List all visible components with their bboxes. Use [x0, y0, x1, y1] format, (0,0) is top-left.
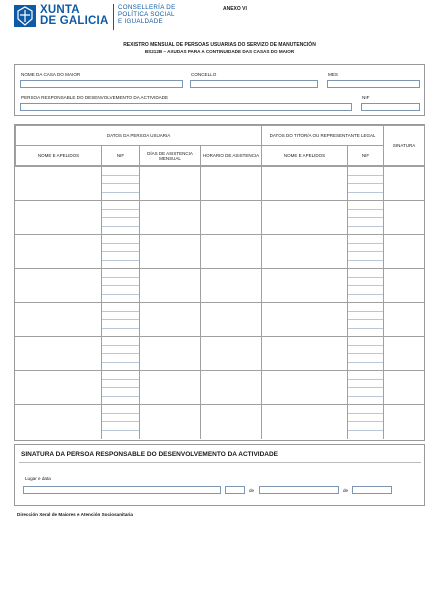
- cell-line: [348, 176, 383, 185]
- signature-cell[interactable]: [383, 303, 424, 337]
- schedule-cell[interactable]: [200, 371, 261, 405]
- group-tutor-header: DATOS DO TITOR/A OU REPRESENTANTE LEGAL: [262, 126, 384, 146]
- days-cell[interactable]: [139, 303, 200, 337]
- tutor-nif-cell[interactable]: [347, 235, 383, 269]
- footer-department: Dirección Xeral de Maiores e Atención Sociosanitaria: [17, 512, 133, 517]
- cell-line: [102, 252, 139, 261]
- cell-line: [348, 269, 383, 278]
- month-date-field[interactable]: [259, 486, 339, 494]
- cell-line: [102, 176, 139, 185]
- tutor-nif-cell[interactable]: [347, 337, 383, 371]
- cell-line: [102, 278, 139, 287]
- tutor-name-cell[interactable]: [261, 269, 347, 303]
- cell-line: [102, 167, 139, 176]
- cell-line: [348, 167, 383, 176]
- nif-cell[interactable]: [101, 201, 139, 235]
- cell-line: [102, 346, 139, 355]
- logo-text: [40, 5, 108, 27]
- schedule-cell[interactable]: [200, 337, 261, 371]
- cell-line: [348, 244, 383, 253]
- days-cell[interactable]: [139, 337, 200, 371]
- document-title: REXISTRO MENSUAL DE PERSOAS USUARIAS DO SERVIZO DE MANUTENCIÓN: [123, 42, 316, 48]
- days-cell[interactable]: [139, 235, 200, 269]
- de-label-2: de: [343, 488, 349, 493]
- house-name-field[interactable]: [20, 80, 183, 88]
- nif-cell[interactable]: [101, 167, 139, 201]
- cell-line: [102, 303, 139, 312]
- table-row: [15, 404, 424, 438]
- tutor-nif-cell[interactable]: [347, 303, 383, 337]
- name-column-header: NOME E APELIDOS: [16, 146, 102, 166]
- name-cell[interactable]: [15, 371, 101, 405]
- nif-field[interactable]: [361, 103, 420, 111]
- cell-line: [348, 252, 383, 261]
- cell-line: [348, 303, 383, 312]
- cell-line: [102, 269, 139, 278]
- cell-line: [102, 371, 139, 380]
- council-field[interactable]: [190, 80, 318, 88]
- schedule-cell[interactable]: [200, 405, 261, 439]
- cell-line: [348, 210, 383, 219]
- cell-line: [102, 405, 139, 414]
- tutor-nif-cell[interactable]: [347, 167, 383, 201]
- conselleria-line-2: POLÍTICA SOCIAL: [118, 11, 175, 19]
- de-label-1: de: [249, 488, 255, 493]
- table-row: [15, 370, 424, 404]
- tutor-name-cell[interactable]: [261, 405, 347, 439]
- days-cell[interactable]: [139, 405, 200, 439]
- nif-cell[interactable]: [101, 337, 139, 371]
- conselleria-name: [118, 4, 176, 26]
- cell-line: [102, 312, 139, 321]
- signature-cell[interactable]: [383, 167, 424, 201]
- cell-line: [348, 346, 383, 355]
- tutor-name-cell[interactable]: [261, 371, 347, 405]
- name-cell[interactable]: [15, 405, 101, 439]
- signature-cell[interactable]: [383, 337, 424, 371]
- cell-line: [102, 422, 139, 431]
- cell-line: [348, 354, 383, 363]
- signature-cell[interactable]: [383, 371, 424, 405]
- cell-line: [348, 278, 383, 287]
- day-field[interactable]: [225, 486, 245, 494]
- logo-line-2: DE GALICIA: [40, 15, 109, 27]
- cell-line: [102, 286, 139, 295]
- cell-line: [102, 210, 139, 219]
- days-cell[interactable]: [139, 371, 200, 405]
- nif-label: NIF: [362, 95, 370, 100]
- signature-divider: [19, 462, 421, 463]
- cell-line: [102, 184, 139, 193]
- cell-line: [102, 337, 139, 346]
- cell-line: [348, 405, 383, 414]
- name-cell[interactable]: [15, 167, 101, 201]
- tutor-name-cell[interactable]: [261, 201, 347, 235]
- month-field[interactable]: [327, 80, 420, 88]
- schedule-cell[interactable]: [200, 303, 261, 337]
- cell-line: [102, 320, 139, 329]
- cell-line: [348, 218, 383, 227]
- table-body: [15, 166, 424, 438]
- tutor-name-cell[interactable]: [261, 303, 347, 337]
- cell-line: [348, 414, 383, 423]
- schedule-cell[interactable]: [200, 201, 261, 235]
- nif-cell[interactable]: [101, 235, 139, 269]
- nif-cell[interactable]: [101, 405, 139, 439]
- cell-line: [348, 422, 383, 431]
- logo-line-1: XUNTA: [40, 4, 80, 16]
- responsible-field[interactable]: [20, 103, 352, 111]
- schedule-column-header: HORARIO DE ASISTENCIA: [201, 146, 262, 166]
- cell-line: [348, 235, 383, 244]
- cell-line: [102, 354, 139, 363]
- place-field[interactable]: [23, 486, 221, 494]
- xunta-emblem-icon: [14, 5, 36, 27]
- tutor-nif-cell[interactable]: [347, 201, 383, 235]
- cell-line: [348, 320, 383, 329]
- signature-cell[interactable]: [383, 405, 424, 439]
- info-section: [14, 64, 425, 116]
- cell-line: [348, 286, 383, 295]
- conselleria-line-1: CONSELLERÍA DE: [118, 4, 176, 11]
- signature-section: [14, 444, 425, 506]
- house-name-label: NOME DA CASA DO MAIOR: [21, 72, 81, 77]
- schedule-cell[interactable]: [200, 235, 261, 269]
- document-subtitle: BS212B – AXUDAS PARA A CONTINUIDADE DAS CASAS DO MAIOR: [144, 49, 295, 54]
- table-row: [15, 200, 424, 234]
- nif-column-header: NIF: [102, 146, 140, 166]
- cell-line: [348, 380, 383, 389]
- tutor-name-column-header: NOME E APELIDOS: [262, 146, 348, 166]
- cell-line: [102, 414, 139, 423]
- cell-line: [348, 312, 383, 321]
- table-row: [15, 302, 424, 336]
- name-cell[interactable]: [15, 337, 101, 371]
- table-row: [15, 166, 424, 200]
- year-field[interactable]: [352, 486, 392, 494]
- annex-label: ANEXO VI: [223, 6, 247, 12]
- signature-cell[interactable]: [383, 201, 424, 235]
- signature-cell[interactable]: [383, 269, 424, 303]
- nif-cell[interactable]: [101, 303, 139, 337]
- nif-cell[interactable]: [101, 269, 139, 303]
- conselleria-line-3: E IGUALDADE: [118, 18, 163, 26]
- cell-line: [102, 218, 139, 227]
- tutor-nif-cell[interactable]: [347, 269, 383, 303]
- table-row: [15, 336, 424, 370]
- schedule-cell[interactable]: [200, 167, 261, 201]
- name-cell[interactable]: [15, 235, 101, 269]
- cell-line: [102, 380, 139, 389]
- cell-line: [102, 235, 139, 244]
- place-date-label: Lugar e data: [25, 476, 51, 481]
- table-row: [15, 234, 424, 268]
- logo-divider: [113, 4, 114, 30]
- days-cell[interactable]: [139, 167, 200, 201]
- xunta-logo: [14, 4, 184, 30]
- cell-line: [348, 388, 383, 397]
- nif-cell[interactable]: [101, 371, 139, 405]
- signature-cell[interactable]: [383, 235, 424, 269]
- month-label: MES: [328, 72, 338, 77]
- council-label: CONCELLO: [191, 72, 217, 77]
- cell-line: [102, 388, 139, 397]
- users-table-header: [15, 125, 425, 166]
- cell-line: [348, 201, 383, 210]
- tutor-nif-cell[interactable]: [347, 371, 383, 405]
- days-column-header: DÍAS DE ASISTENCIA MENSUAL: [140, 146, 201, 166]
- days-cell[interactable]: [139, 269, 200, 303]
- tutor-name-cell[interactable]: [261, 337, 347, 371]
- tutor-name-cell[interactable]: [261, 167, 347, 201]
- tutor-nif-cell[interactable]: [347, 405, 383, 439]
- signature-title: SINATURA DA PERSOA RESPONSABLE DO DESENVOLVEMENTO DA ACTIVIDADE: [21, 451, 279, 458]
- signature-column-header: SINATURA: [384, 126, 425, 166]
- users-table: [14, 124, 425, 441]
- table-row: [15, 268, 424, 302]
- tutor-nif-column-header: NIF: [348, 146, 384, 166]
- responsible-label: PERSOA RESPONSABLE DO DESENVOLVEMENTO DA ACTIVIDADE: [21, 95, 169, 100]
- cell-line: [348, 337, 383, 346]
- schedule-cell[interactable]: [200, 269, 261, 303]
- group-user-header: DATOS DA PERSOA USUARIA: [16, 126, 262, 146]
- cell-line: [348, 371, 383, 380]
- cell-line: [348, 184, 383, 193]
- cell-line: [102, 244, 139, 253]
- name-cell[interactable]: [15, 303, 101, 337]
- tutor-name-cell[interactable]: [261, 235, 347, 269]
- name-cell[interactable]: [15, 269, 101, 303]
- name-cell[interactable]: [15, 201, 101, 235]
- days-cell[interactable]: [139, 201, 200, 235]
- cell-line: [102, 201, 139, 210]
